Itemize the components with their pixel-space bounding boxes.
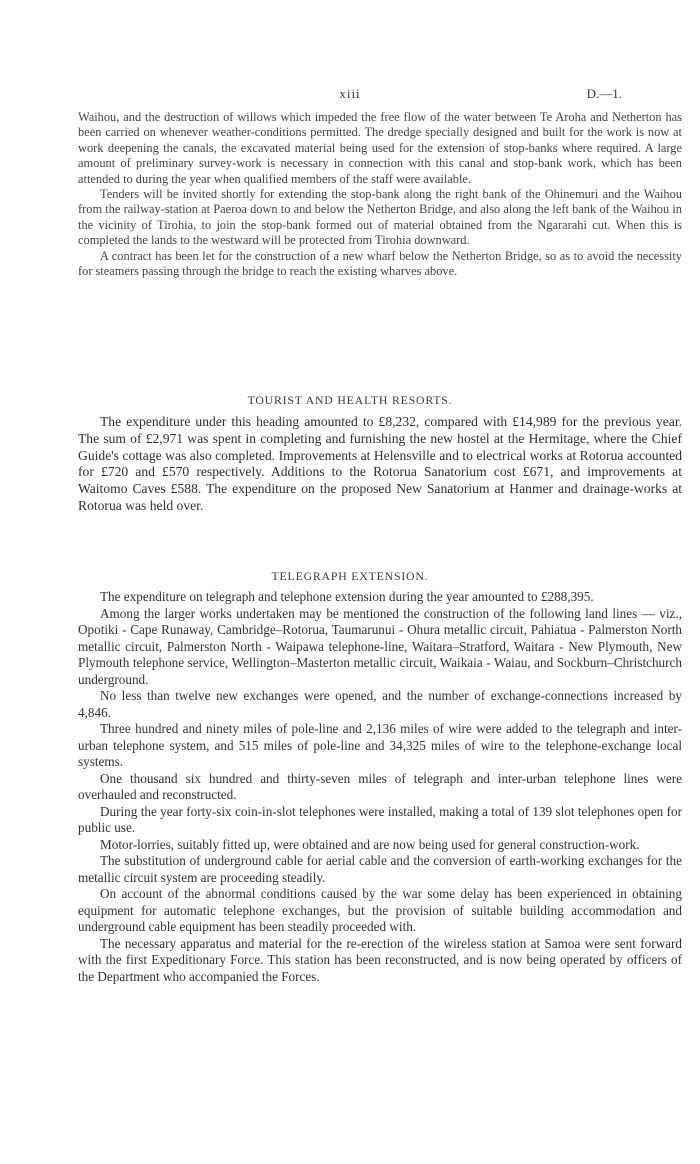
telegraph-paragraph: One thousand six hundred and thirty-seven miles of telegraph and inter-urban telephone lines were overhauled and reconstructed. — [78, 770, 682, 802]
page-header — [0, 86, 700, 102]
tourist-section-heading: TOURIST AND HEALTH RESORTS. — [247, 393, 453, 407]
telegraph-paragraph: During the year forty-six coin-in-slot telephones were installed, making a total of 139 slot telephones open for public use. — [78, 803, 682, 835]
telegraph-paragraph: On account of the abnormal conditions caused by the war some delay has been experienced in obtaining equipment for automatic telephone exchanges, but the provision of suitable building accommodation and underground cable equipment has been steadily proceeded with. — [78, 886, 682, 934]
telegraph-section — [78, 589, 682, 985]
page-number: xiii — [339, 86, 361, 101]
telegraph-paragraph: The expenditure on telegraph and telephone extension during the year amounted to £288,395. — [100, 589, 594, 604]
telegraph-paragraph: Among the larger works undertaken may be mentioned the construction of the following land lines — viz., Opotiki - Cape Runaway, Cambridge–Rotorua, Taumarunui - Ohura metallic circuit, Pahiatua - Palmerston North metallic circuit, Palmerston North - Waipawa telephone-line, Waitara–Stratford, Waitara - New Plymouth, New Plymouth telephone service, Wellington–Masterton metallic circuit, Waikaia - Waiau, and Sockburn–Christchurch underground. — [78, 605, 682, 687]
intro-section — [78, 110, 682, 279]
intro-paragraph: Waihou, and the destruction of willows which impeded the free flow of the water between Te Aroha and Netherton has been carried on whenever weather-conditions permitted. The dredge specially designed and built for the work is now at work deepening the canals, the excavated material being used for the extension of stop-banks where required. A large amount of preliminary survey-work is necessary in connection with this canal and stop-bank work, which has been attended to during the year when qualified members of the staff were available. — [78, 110, 682, 186]
tourist-paragraph: The expenditure under this heading amounted to £8,232, compared with £14,989 for the previous year. The sum of £2,971 was spent in completing and furnishing the new hostel at the Hermitage, where the Chief Guide's cottage was also completed. Improvements at Helensville and to electrical works at Rotorua accounted for £720 and £570 respectively. Additions to the Rotorua Sanatorium cost £671, and improvements at Waitomo Caves £588. The expenditure on the proposed New Sanatorium at Hanmer and drainage-works at Rotorua was held over. — [78, 414, 682, 513]
telegraph-paragraph: The substitution of underground cable for aerial cable and the conversion of earth-working exchanges for the metallic circuit system are proceeding steadily. — [78, 853, 682, 885]
intro-paragraph: Tenders will be invited shortly for extending the stop-bank along the right bank of the Ohinemuri and the Waihou from the railway-station at Paeroa down to and below the Netherton Bridge, and also along the left bank of the Waihou in the vicinity of Tirohia, to join the stop-bank formed out of material obtained from the Ngararahi cut. When this is completed the lands to the westward will be protected from Tirohia downward. — [78, 187, 682, 248]
tourist-section — [78, 414, 682, 515]
telegraph-paragraph: No less than twelve new exchanges were opened, and the number of exchange-connections increased by 4,846. — [78, 688, 682, 720]
intro-paragraph: A contract has been let for the construction of a new wharf below the Netherton Bridge, so as to avoid the necessity for steamers passing through the bridge to reach the existing wharves above. — [78, 248, 682, 279]
telegraph-section-heading: TELEGRAPH EXTENSION. — [271, 569, 429, 583]
telegraph-paragraph: Motor-lorries, suitably fitted up, were obtained and are now being used for general construction-work. — [100, 836, 640, 852]
telegraph-paragraph: Three hundred and ninety miles of pole-line and 2,136 miles of wire were added to the telegraph and inter-urban telephone system, and 515 miles of pole-line and 34,325 miles of wire to the telephone-exchange local systems. — [78, 721, 682, 769]
document-code: D.—1. — [586, 86, 622, 101]
telegraph-paragraph: The necessary apparatus and material for the re-erection of the wireless station at Samoa were sent forward with the first Expeditionary Force. This station has been reconstructed, and is now being operated by officers of the Department who accompanied the Forces. — [78, 935, 682, 984]
